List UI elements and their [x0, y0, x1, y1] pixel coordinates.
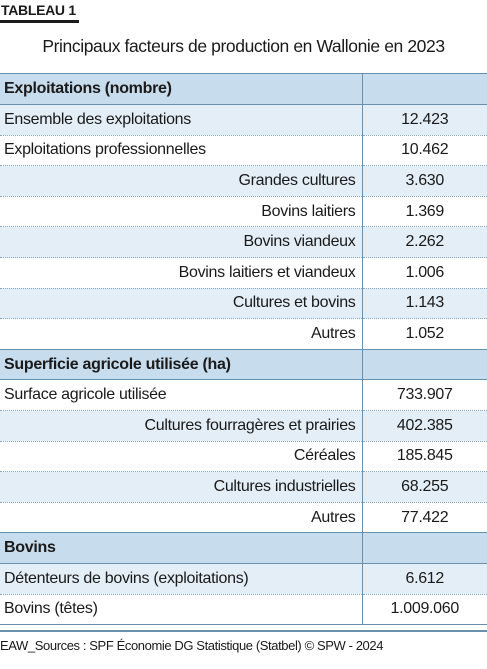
- table-row: [0, 105, 487, 136]
- table-row: [0, 288, 487, 319]
- row-value: 6.612: [362, 564, 487, 595]
- row-value: 12.423: [362, 105, 487, 136]
- row-label: Autres: [0, 502, 362, 533]
- table-row: [0, 227, 487, 258]
- row-label: Grandes cultures: [0, 166, 362, 197]
- row-value: 2.262: [362, 227, 487, 258]
- row-value: 733.907: [362, 380, 487, 411]
- row-label: Exploitations professionnelles: [0, 135, 362, 166]
- row-value: 10.462: [362, 135, 487, 166]
- table-row: [0, 196, 487, 227]
- table-row: [0, 594, 487, 625]
- row-value: 402.385: [362, 411, 487, 442]
- row-value: 1.009.060: [362, 594, 487, 625]
- row-label: Détenteurs de bovins (exploitations): [0, 564, 362, 595]
- row-label: Céréales: [0, 441, 362, 472]
- section-header-value-cell: [362, 74, 487, 105]
- row-label: Bovins laitiers: [0, 196, 362, 227]
- row-value: 1.143: [362, 288, 487, 319]
- data-table: [0, 74, 487, 625]
- section-header-row: [0, 533, 487, 564]
- section-header: Exploitations (nombre): [0, 74, 362, 105]
- table-row: [0, 258, 487, 289]
- row-label: Bovins (têtes): [0, 594, 362, 625]
- row-label: Cultures et bovins: [0, 288, 362, 319]
- row-value: 1.006: [362, 258, 487, 289]
- table-bottom-rule: [0, 630, 487, 632]
- section-header-row: [0, 349, 487, 380]
- row-label: Bovins laitiers et viandeux: [0, 258, 362, 289]
- table-row: [0, 319, 487, 350]
- row-label: Surface agricole utilisée: [0, 380, 362, 411]
- table-row: [0, 441, 487, 472]
- row-value: 185.845: [362, 441, 487, 472]
- table-title: Principaux facteurs de production en Wallonie en 2023: [42, 36, 445, 56]
- table-row: [0, 135, 487, 166]
- row-value: 1.052: [362, 319, 487, 350]
- table-row: [0, 472, 487, 503]
- row-label: Autres: [0, 319, 362, 350]
- row-value: 3.630: [362, 166, 487, 197]
- row-label: Cultures fourragères et prairies: [0, 411, 362, 442]
- row-label: Bovins viandeux: [0, 227, 362, 258]
- section-header: Bovins: [0, 533, 362, 564]
- section-header: Superficie agricole utilisée (ha): [0, 349, 362, 380]
- section-header-row: [0, 74, 487, 105]
- table-row: [0, 564, 487, 595]
- source-note: EAW_Sources : SPF Économie DG Statistique (Statbel) © SPW - 2024: [0, 638, 384, 653]
- table-tag: TABLEAU 1: [0, 0, 79, 23]
- row-value: 77.422: [362, 502, 487, 533]
- table-row: [0, 411, 487, 442]
- row-label: Cultures industrielles: [0, 472, 362, 503]
- row-value: 1.369: [362, 196, 487, 227]
- row-value: 68.255: [362, 472, 487, 503]
- table-row: [0, 166, 487, 197]
- row-label: Ensemble des exploitations: [0, 105, 362, 136]
- table-row: [0, 380, 487, 411]
- table-row: [0, 502, 487, 533]
- section-header-value-cell: [362, 533, 487, 564]
- section-header-value-cell: [362, 349, 487, 380]
